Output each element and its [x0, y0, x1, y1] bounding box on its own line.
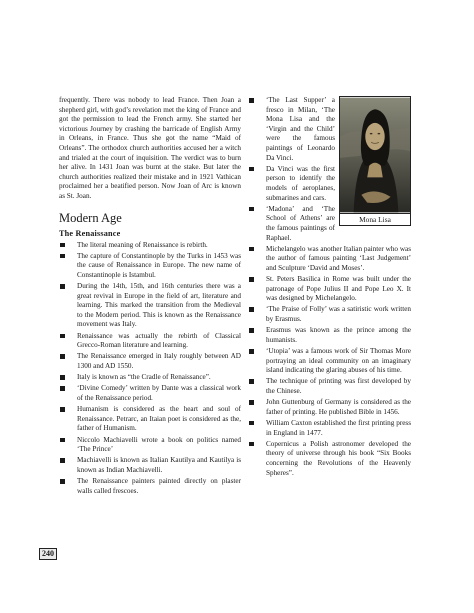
square-bullet-icon	[249, 167, 254, 172]
list-item: William Caxton established the first printing press in England in 1477.	[248, 419, 411, 438]
image-caption: Mona Lisa	[339, 214, 411, 226]
square-bullet-icon	[249, 442, 254, 447]
list-item: Italy is known as “the Cradle of Renaissance”.	[59, 373, 241, 383]
list-item: ‘The Last Supper’ a fresco in Milan, ‘The Mona Lisa and the ‘Virgin and the Child’ were the famous paintings of Leonardo Da Vinci.	[248, 96, 411, 163]
list-item: Humanism is considered as the heart and soul of Renaissance. Petrarc, an Itaian poet is considered as the, father of Humanism.	[59, 405, 241, 434]
list-item: ‘Madona’ and ‘The School of Athens’ are the famous paintings of Raphael.	[248, 205, 411, 243]
list-item: St. Peters Basilica in Rome was built under the patronage of Pope Julius II and Pope Leo X. It was designed by Michelangelo.	[248, 275, 411, 304]
right-bullet-list	[248, 96, 411, 478]
square-bullet-icon	[60, 407, 65, 412]
square-bullet-icon	[60, 375, 65, 380]
list-item: Renaissance was actually the rebirth of Classical Grecco-Roman literature and learning.	[59, 332, 241, 351]
square-bullet-icon	[60, 354, 65, 359]
square-bullet-icon	[249, 98, 254, 103]
square-bullet-icon	[249, 307, 254, 312]
list-item: The capture of Constantinople by the Turks in 1453 was the cause of Renaissance in Europe. The new name of Constantinople is Istambul.	[59, 252, 241, 281]
subheading: The Renaissance	[59, 228, 121, 238]
list-item: John Guttenburg of Germany is considered as the father of printing. He published Bible in 1456.	[248, 398, 411, 417]
list-item: Da Vinci was the first person to identify the models of aeroplanes, submarines and cars.	[248, 165, 411, 203]
list-item: ‘Divine Comedy’ written by Dante was a classical work of the Renaissance period.	[59, 384, 241, 403]
square-bullet-icon	[60, 386, 65, 391]
square-bullet-icon	[249, 400, 254, 405]
list-item: The literal meaning of Renaissance is rebirth.	[59, 241, 241, 251]
square-bullet-icon	[60, 438, 65, 443]
list-item: Copernicus a Polish astronomer developed the theory of universe through his book “Six Books concerning the Revolutions of the Heavenly Spheres”.	[248, 440, 411, 478]
square-bullet-icon	[249, 349, 254, 354]
list-item: The technique of printing was first developed by the Chinese.	[248, 377, 411, 396]
square-bullet-icon	[249, 328, 254, 333]
list-item: The Renaissance painters painted directly on plaster walls called frescoes.	[59, 477, 241, 496]
list-item: ‘The Praise of Folly’ was a satiristic work written by Erasmus.	[248, 305, 411, 324]
list-item: Michelangelo was another Italian painter who was the author of famous painting ‘Last Judgement’ and Sculpture ‘David and Moses’.	[248, 245, 411, 274]
left-bullet-list	[59, 241, 241, 497]
square-bullet-icon	[249, 247, 254, 252]
list-item: During the 14th, 15th, and 16th centuries there was a great revival in Europe in the field of art, literature and learning. This marked the transition from the Medieval to the Modern period. This is known as the Renaissance movement was Italy.	[59, 282, 241, 330]
list-item: The Renaissance emerged in Italy roughly between AD 1300 and AD 1550.	[59, 352, 241, 371]
square-bullet-icon	[60, 458, 65, 463]
list-item: Erasmus was known as the prince among the humanists.	[248, 326, 411, 345]
list-item: ‘Utopia’ was a famous work of Sir Thomas More portraying an ideal community on an imaginary island indicating the glaring abuses of his time.	[248, 347, 411, 376]
square-bullet-icon	[249, 277, 254, 282]
section-title: Modern Age	[59, 210, 122, 225]
square-bullet-icon	[60, 254, 65, 259]
list-item: Machiavelli is known as Italian Kautilya and Kautilya is known as Indian Machiavelli.	[59, 456, 241, 475]
list-item: Niccolo Machiavelli wrote a book on politics named ‘The Prince’	[59, 436, 241, 455]
square-bullet-icon	[60, 284, 65, 289]
square-bullet-icon	[60, 243, 65, 248]
square-bullet-icon	[60, 479, 65, 484]
square-bullet-icon	[249, 207, 254, 212]
page-number: 240	[39, 548, 57, 560]
right-column	[248, 96, 411, 480]
intro-paragraph: frequently. There was nobody to lead France. Then Joan a shepherd girl, with god’s revelation met the king of France and got the permission to lead the French army. She started her victorious Journey by crashing the barricade of English Army in Orleans, in France. Thus she got the name “Maid of Orleans”. The orthodox church authorities accused her a witch and trialed at the court of inquisition. The verdict was to burn her alive. In 1431 Joan was burnt at the stake. But later the church authorities realized their mistake and in 1921 Vathican proclaimed her a beatified person. Now Joan of Arc is known as St. Joan.	[59, 96, 241, 200]
left-column	[59, 96, 241, 498]
square-bullet-icon	[249, 379, 254, 384]
square-bullet-icon	[249, 421, 254, 426]
square-bullet-icon	[60, 334, 65, 339]
